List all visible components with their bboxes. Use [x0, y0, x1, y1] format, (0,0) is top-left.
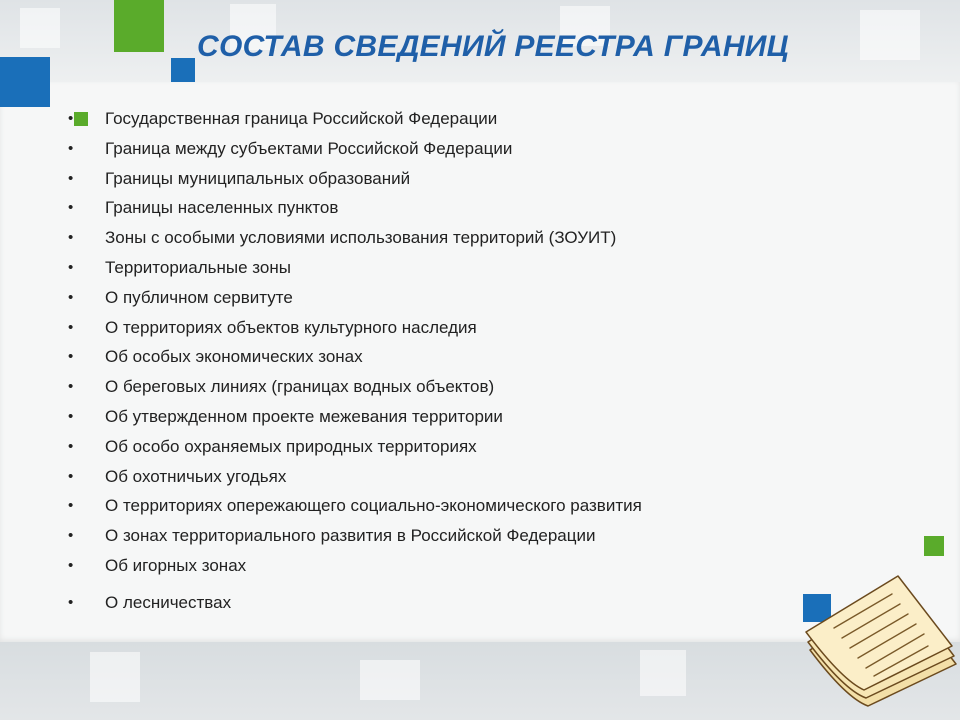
bullet: • — [68, 378, 74, 396]
paper-stack-icon — [796, 572, 960, 717]
list-item-text: Государственная граница Российской Федерации — [105, 109, 498, 128]
bullet: • — [68, 593, 74, 611]
bg-square — [20, 8, 60, 48]
list-item-text: О территориях опережающего социально-экономического развития — [105, 496, 642, 516]
bg-square — [640, 650, 686, 696]
blue-square-decoration — [171, 58, 195, 82]
list-item-text: Об особых экономических зонах — [105, 347, 363, 367]
list-item-text: Граница между субъектами Российской Федерации — [105, 138, 513, 158]
list-item-text: Границы муниципальных образований — [105, 168, 411, 188]
bullet: • — [68, 110, 74, 127]
list-item — [68, 315, 788, 345]
list-item — [68, 493, 788, 523]
list-item — [68, 285, 788, 315]
list-item — [68, 434, 788, 464]
bullet: • — [68, 527, 74, 545]
list-item — [68, 404, 788, 434]
list-item-text: Об охотничьих угодьях — [105, 466, 287, 486]
list-item — [68, 255, 788, 285]
list-item-text: Территориальные зоны — [105, 257, 291, 277]
list-item-text: О территориях объектов культурного наследия — [105, 317, 477, 337]
blue-square-decoration — [0, 57, 50, 107]
list-item-text: О береговых линиях (границах водных объектов) — [105, 377, 495, 397]
list-item-text: Об игорных зонах — [105, 555, 247, 575]
bullet: • — [68, 407, 74, 425]
list-item-text: Границы населенных пунктов — [105, 198, 339, 218]
list-item-text: О публичном сервитуте — [105, 287, 293, 307]
bg-square — [360, 660, 420, 700]
bullet: • — [68, 437, 74, 455]
list-item-text: Об утвержденном проекте межевания территории — [105, 406, 503, 426]
page-title: СОСТАВ СВЕДЕНИЙ РЕЕСТРА ГРАНИЦ — [197, 30, 789, 63]
list-item-text: Зоны с особыми условиями использования территорий (ЗОУИТ) — [105, 228, 617, 248]
bg-square — [90, 652, 140, 702]
list-item — [68, 136, 788, 166]
bullet: • — [68, 169, 74, 187]
list-item — [68, 166, 788, 196]
bullet: • — [68, 348, 74, 366]
list-item-text: О зонах территориального развития в Российской Федерации — [105, 526, 596, 546]
bg-square — [860, 10, 920, 60]
bullet: • — [68, 199, 74, 217]
green-square-decoration — [114, 0, 164, 52]
bullet: • — [68, 288, 74, 306]
bullet: • — [68, 139, 74, 157]
list-item — [68, 523, 788, 553]
list-item-text: О лесничествах — [105, 592, 232, 612]
list-item — [68, 344, 788, 374]
list-item — [68, 374, 788, 404]
list-item — [68, 464, 788, 494]
list-item — [68, 195, 788, 225]
boundary-registry-list — [68, 106, 788, 620]
list-item — [68, 106, 788, 136]
list-item — [68, 590, 788, 620]
green-square-decoration — [924, 536, 944, 556]
list-item — [68, 225, 788, 255]
bullet: • — [68, 229, 74, 247]
list-item-text: Об особо охраняемых природных территориях — [105, 436, 477, 456]
bullet: • — [68, 258, 74, 276]
bullet: • — [68, 497, 74, 515]
bullet: • — [68, 318, 74, 336]
bullet: • — [68, 467, 74, 485]
list-item — [68, 553, 788, 583]
bullet: • — [68, 556, 74, 574]
